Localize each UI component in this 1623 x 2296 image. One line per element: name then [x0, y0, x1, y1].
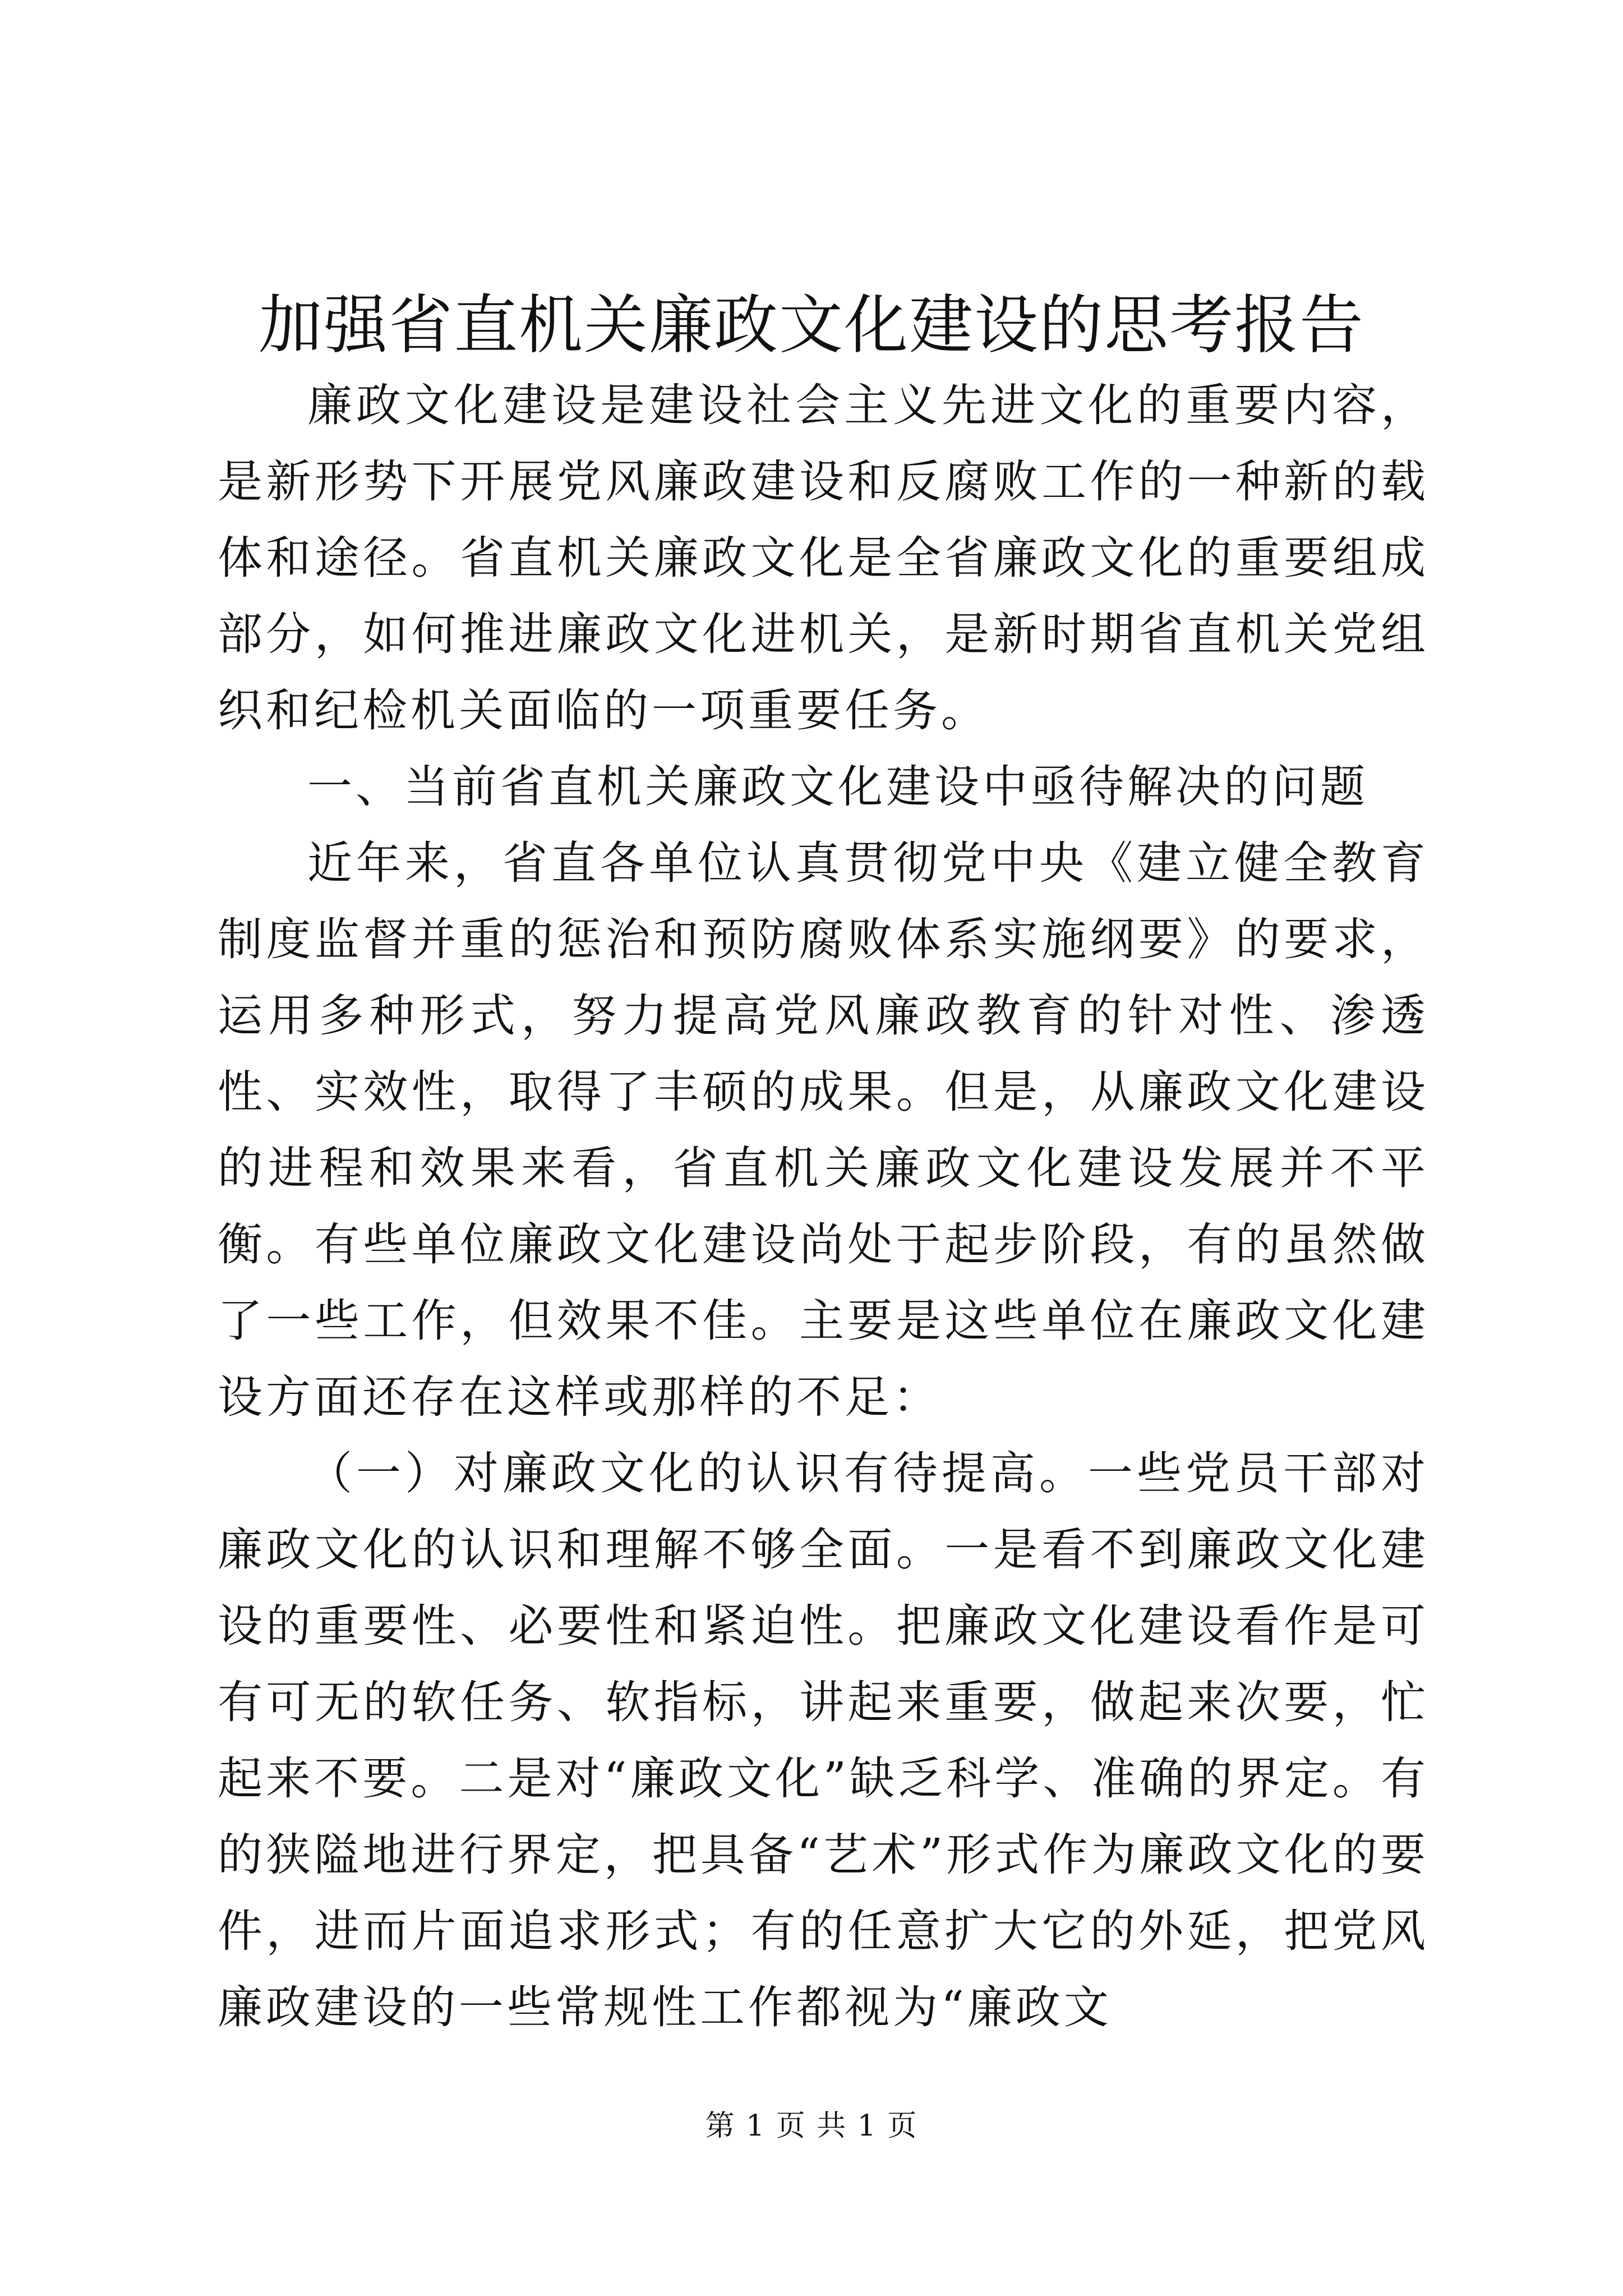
section-heading-1: 一、当前省直机关廉政文化建设中亟待解决的问题: [307, 761, 1368, 813]
document-body: [218, 367, 1429, 2046]
paragraph-intro: 廉政文化建设是建设社会主义先进文化的重要内容，是新形势下开展党风廉政建设和反腐败工作的一种新的载体和途径。省直机关廉政文化是全省廉政文化的重要组成部分，如何推进廉政文化进机关，是新时期省直机关党组织和纪检机关面临的一项重要任务。: [218, 379, 1429, 737]
page-footer: 第 1 页 共 1 页: [705, 2109, 918, 2143]
paragraph-subsection-1: （一）对廉政文化的认识有待提高。一些党员干部对廉政文化的认识和理解不够全面。一是看不到廉政文化建设的重要性、必要性和紧迫性。把廉政文化建设看作是可有可无的软任务、软指标，讲起来重要，做起来次要，忙起来不要。二是对“廉政文化”缺乏科学、准确的界定。有的狭隘地进行界定，把具备“艺术”形式作为廉政文化的要件，进而片面追求形式；有的任意扩大它的外延，把党风廉政建设的一些常规性工作都视为“廉政文: [218, 1447, 1429, 2033]
paragraph-background: 近年来，省直各单位认真贯彻党中央《建立健全教育制度监督并重的惩治和预防腐败体系实施纲要》的要求，运用多种形式，努力提高党风廉政教育的针对性、渗透性、实效性，取得了丰硕的成果。但是，从廉政文化建设的进程和效果来看，省直机关廉政文化建设发展并不平衡。有些单位廉政文化建设尚处于起步阶段，有的虽然做了一些工作，但效果不佳。主要是这些单位在廉政文化建设方面还存在这样或那样的不足：: [218, 837, 1429, 1423]
document-title: 加强省直机关廉政文化建设的思考报告: [258, 288, 1364, 362]
